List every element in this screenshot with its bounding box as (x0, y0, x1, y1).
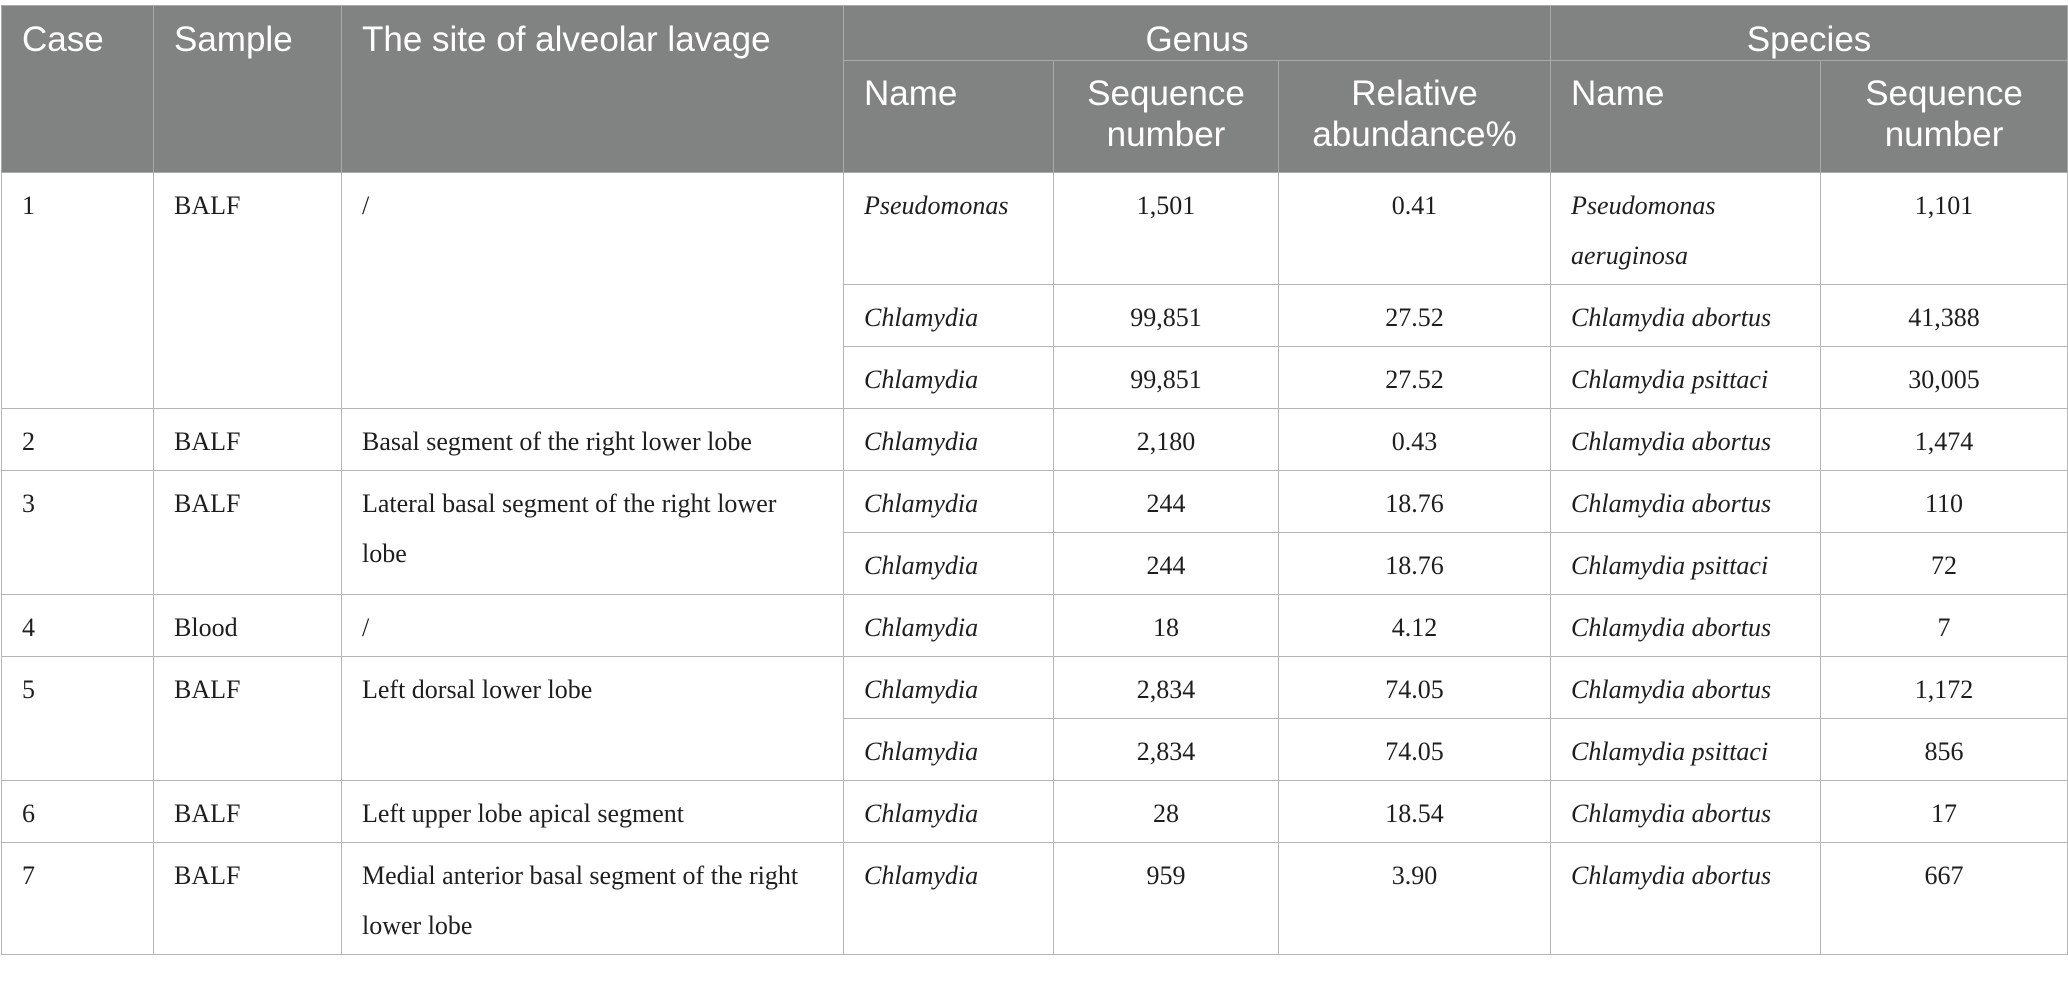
table-row (2, 781, 2068, 843)
cell-case: 1 (2, 173, 154, 409)
cell-species-sequence-number: 856 (1821, 719, 2068, 781)
cell-genus-name: Chlamydia (844, 409, 1054, 471)
cell-species-name: Chlamydia abortus (1551, 595, 1821, 657)
cell-genus-name: Chlamydia (844, 471, 1054, 533)
cell-species-name: Chlamydia abortus (1551, 781, 1821, 843)
cell-species-name: Chlamydia abortus (1551, 285, 1821, 347)
results-table (1, 5, 2068, 955)
cell-genus-name: Chlamydia (844, 595, 1054, 657)
cell-species-name: Pseudomonas aeruginosa (1551, 173, 1821, 285)
cell-relative-abundance: 18.76 (1279, 471, 1551, 533)
header-species-sequence-number: Sequence number (1821, 61, 2068, 173)
table-body (2, 173, 2068, 955)
cell-genus-sequence-number: 99,851 (1054, 347, 1279, 409)
cell-site: Basal segment of the right lower lobe (342, 409, 844, 471)
cell-case: 6 (2, 781, 154, 843)
cell-genus-sequence-number: 1,501 (1054, 173, 1279, 285)
cell-relative-abundance: 3.90 (1279, 843, 1551, 955)
cell-species-sequence-number: 17 (1821, 781, 2068, 843)
header-site: The site of alveolar lavage (342, 6, 844, 173)
cell-relative-abundance: 0.41 (1279, 173, 1551, 285)
cell-site: Left dorsal lower lobe (342, 657, 844, 781)
table-row (2, 657, 2068, 719)
cell-genus-sequence-number: 28 (1054, 781, 1279, 843)
cell-genus-sequence-number: 959 (1054, 843, 1279, 955)
cell-relative-abundance: 27.52 (1279, 347, 1551, 409)
cell-species-name: Chlamydia abortus (1551, 657, 1821, 719)
cell-sample: BALF (154, 471, 342, 595)
cell-species-sequence-number: 7 (1821, 595, 2068, 657)
table-header (2, 6, 2068, 173)
cell-sample: BALF (154, 657, 342, 781)
cell-species-name: Chlamydia psittaci (1551, 347, 1821, 409)
header-species: Species (1551, 6, 2068, 61)
cell-site: / (342, 595, 844, 657)
header-relative-abundance: Relative abundance% (1279, 61, 1551, 173)
header-genus: Genus (844, 6, 1551, 61)
cell-species-sequence-number: 1,172 (1821, 657, 2068, 719)
cell-relative-abundance: 74.05 (1279, 719, 1551, 781)
cell-site: Lateral basal segment of the right lower lobe (342, 471, 844, 595)
cell-species-name: Chlamydia abortus (1551, 843, 1821, 955)
cell-genus-name: Chlamydia (844, 285, 1054, 347)
cell-species-name: Chlamydia psittaci (1551, 533, 1821, 595)
cell-species-name: Chlamydia abortus (1551, 471, 1821, 533)
cell-relative-abundance: 27.52 (1279, 285, 1551, 347)
cell-site: Left upper lobe apical segment (342, 781, 844, 843)
header-species-name: Name (1551, 61, 1821, 173)
table-row (2, 595, 2068, 657)
cell-case: 7 (2, 843, 154, 955)
cell-sample: BALF (154, 781, 342, 843)
cell-case: 4 (2, 595, 154, 657)
cell-relative-abundance: 18.54 (1279, 781, 1551, 843)
cell-species-name: Chlamydia psittaci (1551, 719, 1821, 781)
cell-species-sequence-number: 72 (1821, 533, 2068, 595)
header-genus-name: Name (844, 61, 1054, 173)
cell-case: 2 (2, 409, 154, 471)
cell-genus-sequence-number: 244 (1054, 533, 1279, 595)
cell-case: 5 (2, 657, 154, 781)
cell-genus-name: Chlamydia (844, 347, 1054, 409)
cell-genus-name: Chlamydia (844, 719, 1054, 781)
cell-genus-name: Chlamydia (844, 533, 1054, 595)
cell-species-sequence-number: 667 (1821, 843, 2068, 955)
cell-genus-sequence-number: 2,834 (1054, 657, 1279, 719)
cell-sample: BALF (154, 173, 342, 409)
cell-genus-name: Chlamydia (844, 843, 1054, 955)
table-row (2, 173, 2068, 285)
cell-case: 3 (2, 471, 154, 595)
table-row (2, 471, 2068, 533)
cell-relative-abundance: 74.05 (1279, 657, 1551, 719)
cell-species-sequence-number: 30,005 (1821, 347, 2068, 409)
cell-species-name: Chlamydia abortus (1551, 409, 1821, 471)
header-case: Case (2, 6, 154, 173)
cell-relative-abundance: 4.12 (1279, 595, 1551, 657)
cell-genus-sequence-number: 2,180 (1054, 409, 1279, 471)
cell-site: / (342, 173, 844, 409)
cell-genus-sequence-number: 2,834 (1054, 719, 1279, 781)
table-row (2, 843, 2068, 955)
table-row (2, 409, 2068, 471)
cell-site: Medial anterior basal segment of the right lower lobe (342, 843, 844, 955)
cell-sample: BALF (154, 843, 342, 955)
cell-genus-name: Chlamydia (844, 657, 1054, 719)
cell-relative-abundance: 18.76 (1279, 533, 1551, 595)
cell-sample: Blood (154, 595, 342, 657)
header-genus-sequence-number: Sequence number (1054, 61, 1279, 173)
header-sample: Sample (154, 6, 342, 173)
cell-genus-sequence-number: 244 (1054, 471, 1279, 533)
cell-genus-sequence-number: 18 (1054, 595, 1279, 657)
cell-species-sequence-number: 1,101 (1821, 173, 2068, 285)
cell-sample: BALF (154, 409, 342, 471)
cell-relative-abundance: 0.43 (1279, 409, 1551, 471)
cell-species-sequence-number: 1,474 (1821, 409, 2068, 471)
cell-species-sequence-number: 41,388 (1821, 285, 2068, 347)
cell-genus-name: Chlamydia (844, 781, 1054, 843)
cell-genus-name: Pseudomonas (844, 173, 1054, 285)
cell-species-sequence-number: 110 (1821, 471, 2068, 533)
cell-genus-sequence-number: 99,851 (1054, 285, 1279, 347)
